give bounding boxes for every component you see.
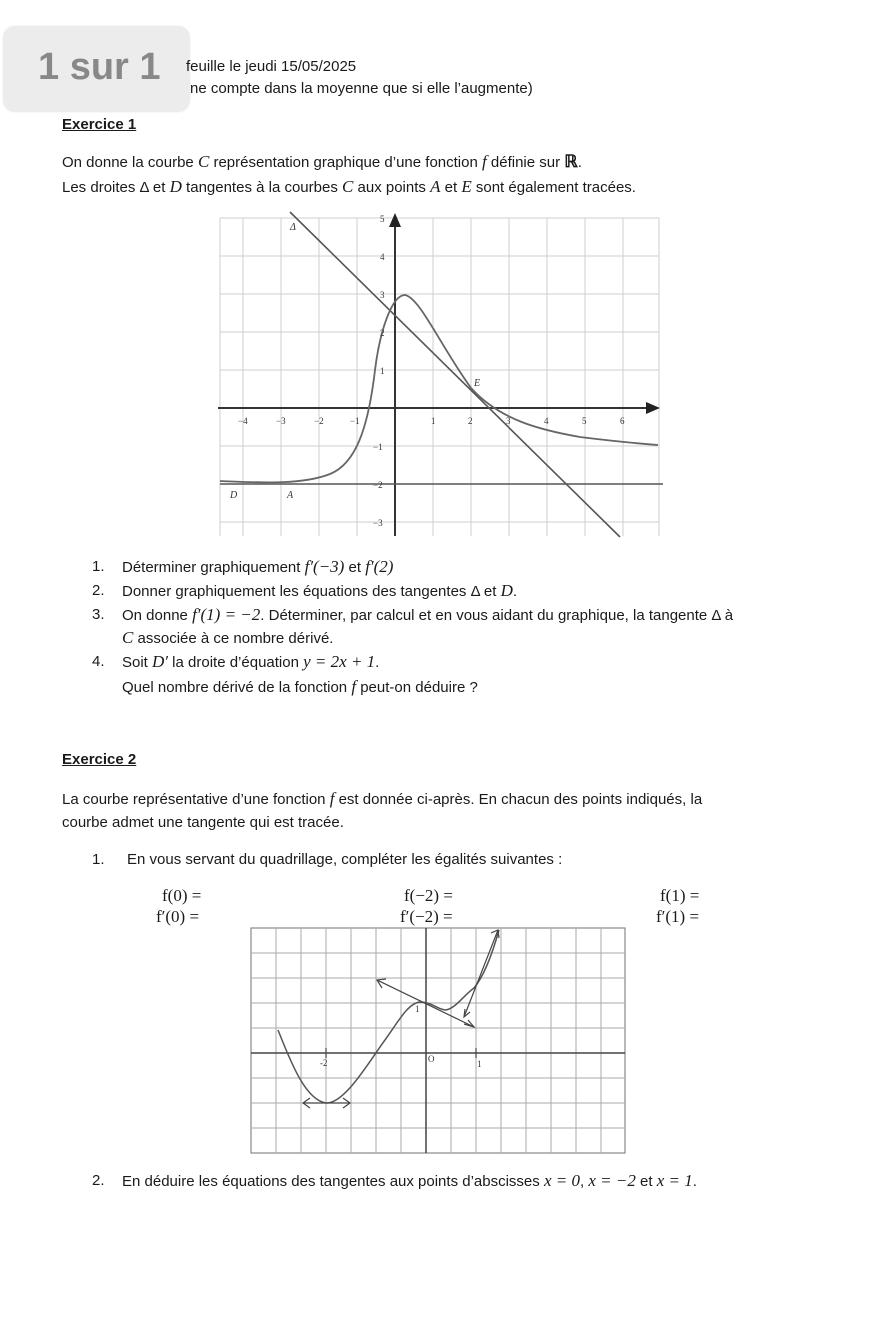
equality-fp1: f′(1) = (656, 907, 700, 926)
exercise-1-intro-2: Les droites Δ et D tangentes à la courbes C aux points A et E sont également tracées. (62, 177, 636, 196)
x-tick-label: 3 (506, 416, 511, 426)
x-tick-label: −3 (276, 416, 286, 426)
exercise-2-q2-text: En déduire les équations des tangentes aux points d’abscisses x = 0, x = −2 et x = 1. (122, 1171, 697, 1190)
exercise-1-graph (210, 208, 670, 542)
question-1-number: 1. (92, 558, 105, 575)
y-tick-label: 2 (380, 328, 385, 338)
page-indicator-text: 1 sur 1 (38, 46, 161, 88)
equality-f1: f(1) = (660, 886, 700, 905)
graph-2-grid (251, 928, 625, 1153)
equality-fm2: f(−2) = (404, 886, 453, 905)
question-3-text-cont: C associée à ce nombre dérivé. (122, 628, 334, 647)
question-1-text: Déterminer graphiquement f′(−3) et f′(2) (122, 557, 394, 576)
equality-fpm2: f′(−2) = (400, 907, 453, 926)
y-tick-label: 5 (380, 214, 385, 224)
question-4-text-cont: Quel nombre dérivé de la fonction f peut-on déduire ? (122, 677, 478, 696)
tangent-delta (290, 212, 620, 537)
graph-1-grid (220, 218, 659, 536)
x-tick-label: −2 (314, 416, 324, 426)
label-x-1: 1 (477, 1059, 482, 1069)
graph-1-x-arrow (646, 402, 660, 414)
exercise-2-graph (245, 922, 635, 1160)
x-tick-label: −1 (350, 416, 360, 426)
label-D: D (230, 490, 238, 501)
tangent-at-1 (464, 930, 499, 1017)
exercise-2-q1-number: 1. (92, 851, 105, 868)
exercise-2-q2-number: 2. (92, 1172, 105, 1189)
x-tick-label: 4 (544, 416, 549, 426)
question-4-number: 4. (92, 653, 105, 670)
y-tick-label: −1 (373, 442, 383, 452)
label-E: E (474, 378, 481, 389)
exercise-2-q1-text: En vous servant du quadrillage, compléter les égalités suivantes : (127, 851, 563, 868)
graph-1-y-arrow (389, 213, 401, 227)
label-y-1: 1 (415, 1004, 420, 1014)
y-tick-label: 4 (380, 252, 385, 262)
exercise-2-title: Exercice 2 (62, 751, 137, 768)
y-tick-label: 3 (380, 290, 385, 300)
graph-1-x-tick-labels (238, 416, 625, 426)
equality-fp0: f′(0) = (156, 907, 200, 926)
curve-f (278, 930, 499, 1103)
label-delta: Δ (290, 222, 296, 233)
header-line-2: ne compte dans la moyenne que si elle l’augmente) (190, 80, 533, 97)
exercise-2-intro-2: courbe admet une tangente qui est tracée. (62, 814, 344, 831)
x-tick-label: 5 (582, 416, 587, 426)
page-indicator-badge (3, 26, 190, 112)
exercise-2-intro-1: La courbe représentative d’une fonction f est donnée ci-après. En chacun des points indiqués, la (62, 789, 703, 808)
label-origin: O (428, 1054, 435, 1064)
x-tick-label: −4 (238, 416, 248, 426)
question-4-text: Soit D′ la droite d’équation y = 2x + 1. (122, 652, 380, 671)
label-A: A (287, 490, 294, 501)
exercise-1-title: Exercice 1 (62, 116, 137, 133)
label-x-minus-2: -2 (320, 1058, 328, 1068)
y-tick-label: −2 (373, 480, 383, 490)
y-tick-label: 1 (380, 366, 385, 376)
header-line-1: feuille le jeudi 15/05/2025 (186, 58, 357, 75)
equality-f0: f(0) = (162, 886, 202, 905)
x-tick-label: 2 (468, 416, 473, 426)
x-tick-label: 1 (431, 416, 436, 426)
exercise-1-intro-1: On donne la courbe C représentation graphique d’une fonction f définie sur ℝ. (62, 152, 582, 171)
x-tick-label: 6 (620, 416, 625, 426)
question-3-text: On donne f′(1) = −2. Déterminer, par calcul et en vous aidant du graphique, la tangente Δ à (122, 605, 734, 624)
curve-C (220, 295, 658, 482)
graph-2-frame (251, 928, 625, 1153)
question-2-number: 2. (92, 582, 105, 599)
question-2-text: Donner graphiquement les équations des tangentes Δ et D. (122, 581, 518, 600)
question-3-number: 3. (92, 606, 105, 623)
y-tick-label: −3 (373, 518, 383, 528)
